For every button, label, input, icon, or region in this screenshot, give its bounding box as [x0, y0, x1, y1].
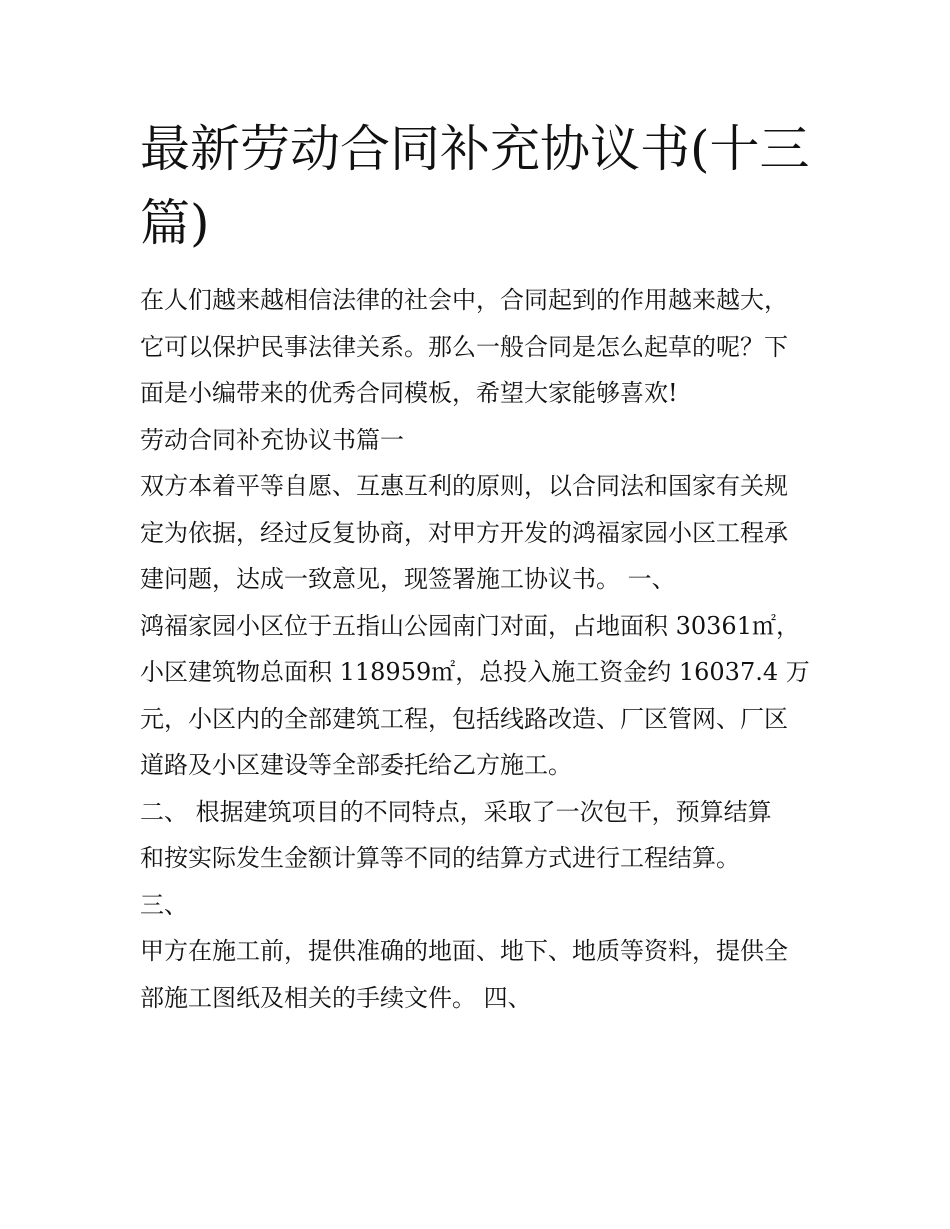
document-body [140, 282, 820, 1026]
body-line: 二、 根据建筑项目的不同特点，采取了一次包干，预算结算 [140, 797, 772, 826]
body-line: 部施工图纸及相关的手续文件。 四、 [140, 983, 532, 1012]
body-line: 在人们越来越相信法律的社会中，合同起到的作用越来越大， [140, 286, 788, 314]
body-line: 鸿福家园小区位于五指山公园南门对面，占地面积 30361㎡， [140, 611, 800, 640]
body-line: 小区建筑物总面积 118959㎡，总投入施工资金约 16037.4 万 [140, 658, 810, 686]
document-title: 最新劳动合同补充协议书(十三篇) [140, 120, 810, 252]
section-heading: 劳动合同补充协议书篇一 [140, 425, 404, 454]
body-line: 元，小区内的全部建筑工程，包括线路改造、厂区管网、厂区 [140, 704, 788, 733]
body-line: 道路及小区建设等全部委托给乙方施工。 [140, 751, 572, 779]
body-line: 双方本着平等自愿、互惠互利的原则，以合同法和国家有关规 [140, 472, 788, 500]
body-line: 三、 [140, 890, 188, 919]
body-line: 建问题，达成一致意见，现签署施工协议书。 一、 [140, 565, 676, 593]
body-line: 和按实际发生金额计算等不同的结算方式进行工程结算。 [140, 844, 740, 872]
body-line: 它可以保护民事法律关系。那么一般合同是怎么起草的呢？下 [140, 332, 788, 361]
body-line: 定为依据，经过反复协商，对甲方开发的鸿福家园小区工程承 [140, 518, 788, 547]
body-line: 面是小编带来的优秀合同模板，希望大家能够喜欢! [140, 379, 678, 407]
body-line: 甲方在施工前，提供准确的地面、地下、地质等资料，提供全 [140, 937, 788, 965]
